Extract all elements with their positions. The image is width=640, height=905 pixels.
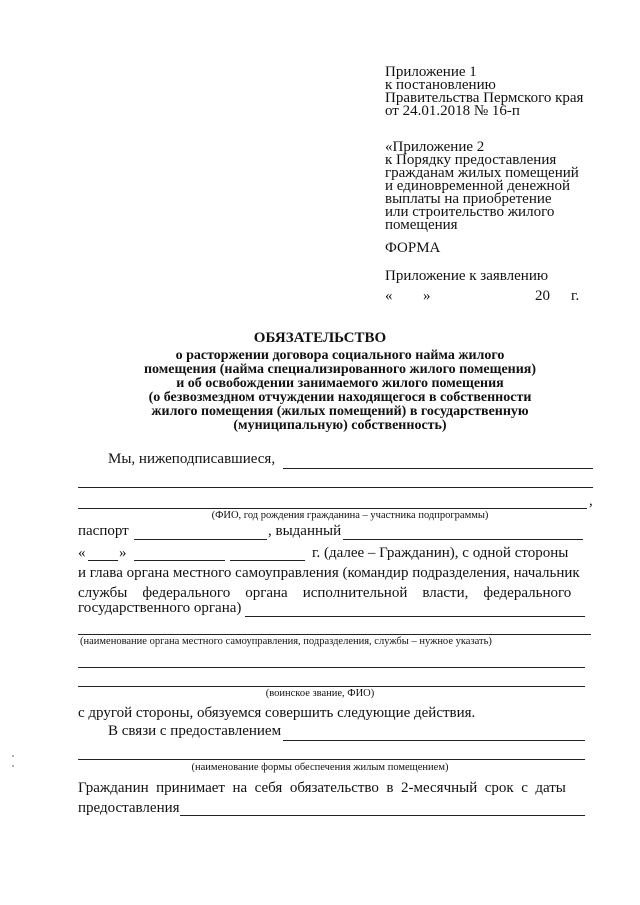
appendix2-line-3: гражданам жилых помещений — [385, 165, 579, 181]
appendix2-line-1: «Приложение 2 — [385, 139, 485, 155]
title-main: ОБЯЗАТЕЛЬСТВО — [253, 330, 387, 346]
fill-line-day — [88, 560, 118, 561]
appendix2-line-7: помещения — [385, 217, 458, 233]
caption-rank: (воинское звание, ФИО) — [265, 688, 375, 699]
title-line-3: и об освобождении занимаемого жилого помещения — [176, 376, 504, 391]
attachment-quote-close: » — [423, 288, 431, 304]
attachment-year-suffix: г. — [571, 288, 580, 304]
attachment-quote-open: « — [385, 288, 393, 304]
appendix-line-3: Правительства Пермского края — [385, 90, 584, 106]
appendix2-line-6: или строительство жилого — [385, 204, 555, 220]
caption-org: (наименование органа местного самоуправления, подразделения, службы – нужное указать) — [80, 636, 492, 647]
attachment-year-prefix: 20 — [535, 288, 550, 304]
date-quote-close: » — [119, 545, 127, 561]
fill-line-month — [134, 560, 225, 561]
fill-line-we-signed — [283, 468, 593, 469]
fill-line-year — [230, 560, 305, 561]
fill-line-org — [78, 634, 591, 635]
fill-line-provision — [180, 815, 585, 816]
in-connection-text: В связи с предоставлением — [108, 723, 282, 739]
fill-line-rank-1 — [78, 667, 585, 668]
appendix2-line-2: к Порядку предоставления — [385, 152, 557, 168]
service-text: службы федерального органа исполнительной власти, федерального — [78, 585, 572, 601]
title-line-4: (о безвозмездном отчуждении находящегося в собственности — [148, 390, 532, 405]
title-line-1: о расторжении договора социального найма жилого — [175, 348, 505, 363]
title-line-6: (муниципальную) собственность) — [233, 418, 447, 433]
appendix2-line-5: выплаты на приобретение — [385, 191, 552, 207]
obligation-text: Гражданин принимает на себя обязательство в 2-месячный срок с даты — [78, 780, 566, 796]
head-of-body-text: и глава органа местного самоуправления (командир подразделения, начальник — [78, 565, 580, 581]
fill-line-gov — [245, 616, 585, 617]
caption-fio: (ФИО, год рождения гражданина – участника подпрограммы) — [211, 510, 489, 521]
fill-line-passport — [134, 539, 267, 540]
scan-artifact-dot — [12, 765, 14, 767]
fill-line-connection — [283, 740, 585, 741]
attachment-label: Приложение к заявлению — [385, 268, 549, 284]
fill-line-issued — [343, 539, 583, 540]
fill-line-rank-2 — [78, 686, 585, 687]
comma-after-fio: , — [589, 493, 593, 509]
appendix2-line-4: и единовременной денежной — [385, 178, 571, 194]
date-quote-open: « — [78, 545, 86, 561]
fill-line-fio-2 — [78, 508, 587, 509]
form-label: ФОРМА — [385, 240, 441, 256]
other-side-text: с другой стороны, обязуемся совершить следующие действия. — [78, 705, 476, 721]
appendix-line-1: Приложение 1 — [385, 64, 477, 80]
fill-line-fio-1 — [78, 487, 593, 488]
appendix-line-2: к постановлению — [385, 77, 496, 93]
appendix-line-4: от 24.01.2018 № 16-п — [385, 103, 520, 119]
fill-line-form — [78, 759, 585, 760]
scan-artifact-dot — [12, 755, 14, 757]
title-line-5: жилого помещения (жилых помещений) в государственную — [151, 404, 529, 419]
we-signed-text: Мы, нижеподписавшиеся, — [108, 451, 276, 467]
gov-body-text: государственного органа) — [78, 600, 242, 616]
passport-label: паспорт — [78, 523, 129, 539]
caption-form: (наименование формы обеспечения жилым помещением) — [191, 762, 449, 773]
title-line-2: помещения (найма специализированного жилого помещения) — [143, 362, 537, 377]
issued-label: , выданный — [268, 523, 342, 539]
provision-label: предоставления — [78, 800, 180, 816]
further-citizen-text: г. (далее – Гражданин), с одной стороны — [312, 545, 569, 561]
